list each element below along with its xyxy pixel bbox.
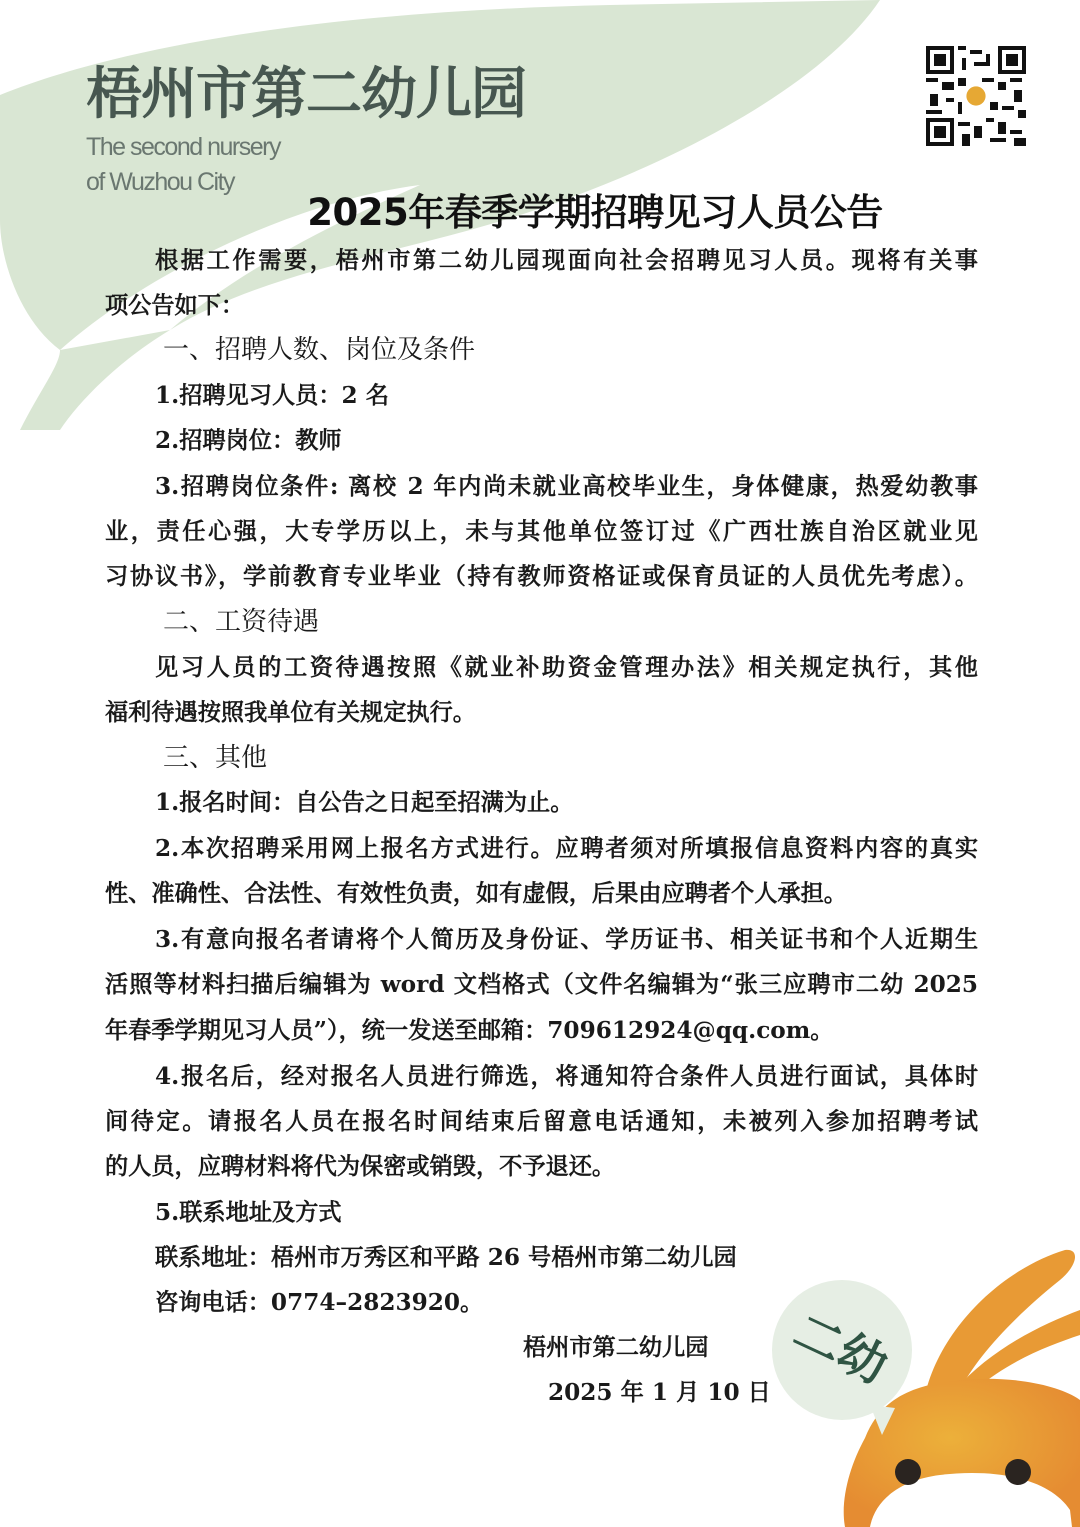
mascot-bubble-text: 二幼 [785,1303,896,1395]
section-heading: 一、招聘人数、岗位及条件 [163,335,476,365]
body-line: 2.招聘岗位：教师 [155,427,342,454]
body-line: 联系地址：梧州市万秀区和平路 26 号梧州市第二幼儿园 [155,1244,737,1271]
mascot-icon [760,1210,1080,1527]
date: 2025 年 1 月 10 日 [548,1379,771,1406]
body-line: 4.报名后，经对报名人员进行筛选，将通知符合条件人员进行面试，具体时 [155,1063,978,1090]
signature: 梧州市第二幼儿园 [523,1334,709,1361]
body-line: 习协议书》，学前教育专业毕业（持有教师资格证或保育员证的人员优先考虑）。 [105,563,978,590]
logo-chinese-name: 梧州市第二幼儿园 [86,62,526,127]
body-line: 福利待遇按照我单位有关规定执行。 [105,699,476,726]
qr-code-icon [926,46,1026,146]
body-line: 项公告如下： [105,292,245,319]
body-line: 根据工作需要，梧州市第二幼儿园现面向社会招聘见习人员。现将有关事 [155,247,978,274]
body-line: 3.有意向报名者请将个人简历及身份证、学历证书、相关证书和个人近期生 [155,926,978,953]
page-title: 2025年春季学期招聘见习人员公告 [307,191,883,234]
section-heading: 二、工资待遇 [163,607,320,637]
body-line: 的人员，应聘材料将代为保密或销毁，不予退还。 [105,1153,616,1180]
body-line: 1.招聘见习人员：2 名 [155,382,389,409]
logo-english-line2: of Wuzhou City [86,168,235,196]
logo-english-line1: The second nursery [86,133,280,161]
body-line: 性、准确性、合法性、有效性负责，如有虚假，后果由应聘者个人承担。 [105,880,847,907]
body-line: 5.联系地址及方式 [155,1199,342,1226]
body-line: 3.招聘岗位条件: 离校 2 年内尚未就业高校毕业生，身体健康，热爱幼教事 [155,473,978,500]
body-line: 业，责任心强，大专学历以上，未与其他单位签订过《广西壮族自治区就业见 [105,518,978,545]
body-line: 见习人员的工资待遇按照《就业补助资金管理办法》相关规定执行，其他 [155,654,978,681]
body-line: 咨询电话：0774–2823920。 [155,1289,484,1316]
body-line: 1.报名时间：自公告之日起至招满为止。 [155,789,574,816]
body-line: 活照等材料扫描后编辑为 word 文档格式（文件名编辑为“张三应聘市二幼 2025 [105,971,978,998]
body-line: 年春季学期见习人员”），统一发送至邮箱：709612924@qq.com。 [105,1017,834,1044]
section-heading: 三、其他 [163,743,268,773]
body-line: 间待定。请报名人员在报名时间结束后留意电话通知，未被列入参加招聘考试 [105,1108,978,1135]
body-line: 2.本次招聘采用网上报名方式进行。应聘者须对所填报信息资料内容的真实 [155,835,978,862]
